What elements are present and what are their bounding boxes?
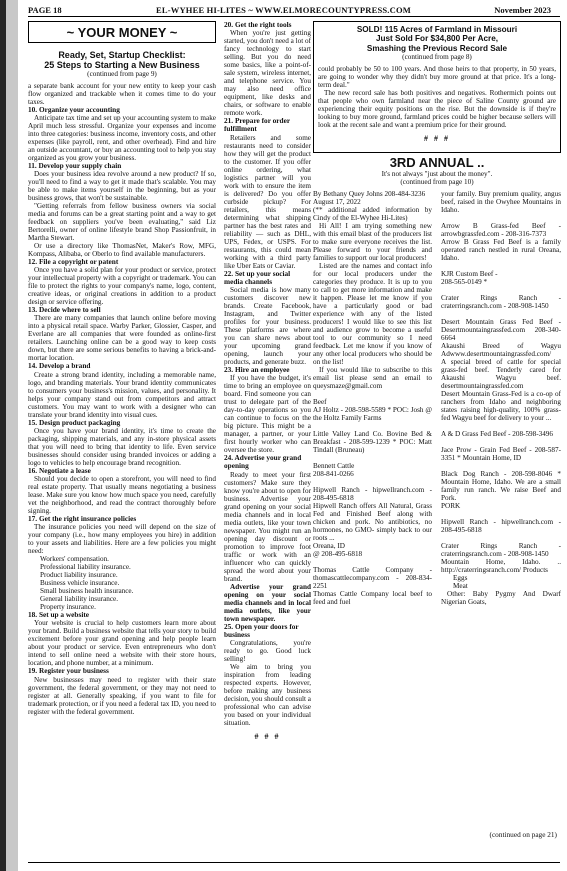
subhead: 23. Hire an employee — [224, 365, 290, 375]
paragraph: Listed are the names and contact info for our local producers under the categories they produce. It is up to you to call to get more information and make it happen. Please let me know if you have a particularly good or bad experience with any of the listed producers! I would like to see this list and audience grow to become a useful tool to our community so I need feedback. Let me know if you know of any other local producers who should be on the list! — [313, 261, 432, 366]
subhead: 22. Set up your social media channels — [224, 268, 291, 286]
subhead: 21. Prepare for order fulfillment — [224, 116, 290, 134]
producer-entry: A special breed of cattle for special grass-fed beef. Tenderly cared for Akaushi Wagyu beef. desertmountaingrassfed.com — [441, 357, 561, 390]
paragraph: Should you decide to open a storefront, you will need to find real estate property. That usually means negotiating a business lease. Make sure you know how much space you need, carefully vet the neighborhood, and read the contract thoroughly before signing. — [28, 474, 216, 515]
editor-note: (** additional added information by Cindy of the El-Wyhee Hi-Lites) — [313, 205, 432, 222]
paragraph: The insurance policies you need will depend on the size of your company (i.e., how many employees you hire) in addition to your assets and liabilities. Here are a few policies you might need: — [28, 523, 216, 556]
paragraph: There are many companies that launch online before moving into a physical retail space. Warby Parker, Glossier, Casper, and Everlane are all companies that were founded as online-first retailers. Launching online can be a good way to keep costs down, but there are some serious benefits to having a brick-and-mortar location. — [28, 314, 216, 363]
box-title-line-1: SOLD! 115 Acres of Farmland in Missouri — [356, 25, 518, 34]
paragraph: We aim to bring you inspiration from leading respected experts. However, before making any business decision, you should consult a professional who can advise you based on your individual situation. — [224, 663, 311, 728]
producer-entry: Oreana, ID @ 208-495-6818 — [313, 541, 363, 558]
producer-entry: Thomas Cattle Company local beef to feed and fuel — [313, 589, 432, 606]
producer-entry: Mountain Home, Idaho. .. http://craterringsranch.com/ Products — [441, 557, 561, 574]
producers-col-a — [313, 190, 432, 841]
column-2 — [224, 21, 311, 841]
paragraph: If you would like to subscribe to this email list please send an email to queysmaze@gmail.com — [313, 365, 432, 390]
paragraph: Create a strong brand identity, including a memorable name, logo, and branding materials. Your brand identity communicates to consumers your business's mission, values, and personality. It helps your company stand out from competitors and attract customers. You may want to work with a designer who can translate your brand identity into visual cues. — [28, 370, 216, 419]
producer-entry: Hipwell Ranch - hipwellranch.com - 208-495-6818 — [441, 517, 561, 534]
subhead: 19. Register your business — [28, 666, 109, 676]
paragraph: Retailers and some restaurants need to consider how they will get the product to the customer. If you offer online ordering, what logistics partner will you work with to ensure the item is delivered? Do you offer curbside pickup? For retailers, this means determining what shipping partner has the best rates and reliability — such as DHL, UPS, Fedex, or USPS. For restaurants, this could mean working with a third party like Uber Eats or Caviar. — [224, 133, 311, 270]
producers-col-b — [441, 190, 561, 841]
producer-entry: Desert Mountain Grass Fed Beef - Desertmountaingrassfed.com 208-340-6664 — [441, 317, 561, 342]
producer-entry: KJR Custom Beef - 208-565-0149 * — [441, 269, 498, 286]
producer-entry: Hipwell Ranch - hipwellranch.com - 208-495-6818 — [313, 485, 432, 502]
paragraph: If you have the budget, it's time to bring an employee on board. Find someone you can trust to delegate part of the day-to-day operations so you can continue to focus on the big picture. This might be a manager, a partner, or your first hourly worker who can oversee the store. — [224, 374, 311, 455]
paragraph: The new record sale has both positives and negatives. Rothermich points out that people who own farmland near the piece of Saline County ground are experiencing their equity positions on the rise. But the downside is if they're looking to buy more ground, farmland prices could be higher because sellers will look at the recent sale and want a premium price for their ground. — [318, 88, 556, 129]
paragraph: Social media is how many customers discover new brands. Create Facebook, Instagram, and Twitter profiles for your business. These platforms are where you can share news about your upcoming grand opening, launch your products, and generate buzz. — [224, 286, 311, 367]
subhead: 14. Develop a brand — [28, 361, 91, 371]
subhead: 15. Design product packaging — [28, 417, 121, 427]
producer-entry: AJ Holtz - 208-598-5589 * POC: Josh @ the Holtz Family Farms — [313, 405, 432, 422]
paragraph: Anticipate tax time and set up your accounting system to make April much less stressful. Organize your expenses and income into three categories: business income, inventory costs, and other expenses (like payroll, rent, and other overhead). Find and hire an outside accountant, or buy an accounting tool to help you stay organized as you grow your business. — [28, 113, 216, 162]
list-item: General liability insurance. — [40, 595, 119, 604]
box-continued-from: (continued from page 8) — [402, 53, 472, 62]
continued-from: (continued from page 9) — [87, 70, 157, 78]
subhead: 16. Negotiate a lease — [28, 465, 91, 475]
article-title: 3RD ANNUAL .. — [389, 154, 485, 170]
paragraph: Hi All! I am trying something new with this email blast of the producers list to make sure everyone receives the list. Please forward to your friends and families to support our local producers! — [313, 221, 432, 262]
producer-entry: Desert Mountain Grass-Fed is a co-op of ranchers from Idaho and neighboring states raising high-quality, 100% grass-fed Wagyu beef for delivery to your ... — [441, 389, 561, 422]
subhead: 17. Get the right insurance policies — [28, 513, 137, 523]
subhead: 12. File a copyright or patent — [28, 256, 119, 266]
continued-from: (continued from page 10) — [400, 178, 474, 187]
producer-entry: Crater Rings Ranch - craterringsranch.com - 208-908-1450 — [441, 293, 561, 310]
producer-entry: Thomas Cattle Company - thomascattlecompany.com - 208-834-2251 — [313, 565, 432, 590]
issue-date: November 2023 — [494, 5, 551, 15]
article-title-line-2: 25 Steps to Starting a New Business — [44, 60, 200, 70]
list-item: Property insurance. — [40, 603, 96, 612]
list-item: Small business health insurance. — [40, 587, 134, 596]
article-subtitle: It's not always "just about the money". — [381, 169, 493, 178]
producer-entry: Other: Baby Pygmy And Dwarf Nigerian Goats, — [441, 589, 561, 606]
footer-rule — [28, 862, 560, 863]
producer-entry: Arrow B Grass-fed Beef - arrowbgrassfed.com - 208-316-7373 — [441, 221, 561, 238]
producer-entry: Black Dog Ranch - 208-598-8046 * Mountain Home, Idaho. We are a small family run ranch. We raise Beef and Pork. — [441, 469, 561, 502]
page-edge-margin — [6, 0, 18, 871]
producer-entry: your family. Buy premium quality, angus beef, raised in the Owyhee Mountains in Idaho. — [441, 189, 561, 214]
byline: By Bethany Quey Johns 208-484-3236 — [313, 189, 426, 198]
list-item: Eggs — [453, 573, 468, 582]
products-list — [453, 574, 561, 590]
box-title-line-3: Smashing the Previous Record Sale — [366, 43, 508, 53]
paragraph: "Getting referrals from fellow business owners via social media and forums can be a great starting point and a way to get feedback on suppliers you've been evaluating," said Liz Bertorelli, owner of online lifestyle brand Shop Passionfruit, in Martha Stewart. — [28, 201, 216, 242]
publication-name[interactable]: EL-WYHEE HI-LITES ~ WWW.ELMORECOUNTYPRESS.COM — [155, 5, 411, 15]
list-item: Workers' compensation. — [40, 555, 109, 564]
list-item: Product liability insurance. — [40, 571, 118, 580]
category-heading: Beef — [313, 397, 327, 406]
producer-entry: Jace Prow - Grain Fed Beef - 208-587-3351 * Mountain Home, ID — [441, 445, 561, 462]
paragraph-bold: Advertise your grand opening on your social media channels and in local media outlets, like your town newspaper. — [224, 582, 311, 623]
header-rule — [28, 16, 560, 17]
paragraph: Or use a directory like ThomasNet, Maker's Row, MFG, Kompass, Alibaba, or Oberlo to find available manufacturers. — [28, 241, 216, 258]
paragraph: Your website is crucial to help customers learn more about your brand. Build a business website that tells your story to build excitement before your grand opening and help people learn about your product or service. Even entrepreneurs who don't intend to sell online need a website with their store hours, location, and phone number, at a minimum. — [28, 619, 216, 668]
paragraph: Congratulations, you're ready to go. Good luck selling! — [224, 639, 311, 664]
paragraph: New businesses may need to register with their state government, the federal government, or they may not need to register at all. Generally speaking, if you want to file for trademark protection, or if you need a federal tax ID, you need to register with the federal government. — [28, 675, 216, 716]
box-title-line-2: Just Sold For $34,800 Per Acre, — [375, 34, 499, 44]
paragraph: Ready to meet your first customers? Make sure they know you're about to open for business. Advertise your grand opening on your social media channels and in local media outlets, like your town newspaper. You might run an opening day discount or promotion to improve foot traffic or work with an influencer who can quickly spread the word about your brand. — [224, 470, 311, 583]
end-mark: # # # — [254, 732, 281, 742]
producer-entry: Crater Rings Ranch - craterringsranch.com - 208-908-1450 — [441, 541, 561, 558]
subhead: 20. Get the right tools — [224, 21, 292, 29]
category-heading: PORK — [441, 501, 461, 510]
column-1 — [28, 21, 216, 841]
subhead: 24. Advertise your grand opening — [224, 453, 302, 471]
list-item: Business vehicle insurance. — [40, 579, 120, 588]
producer-entry: Bennett Cattle 208-841-0266 — [313, 461, 355, 478]
article-title-line-1: Ready, Set, Startup Checklist: — [58, 50, 186, 60]
list-item: Meat — [453, 581, 468, 590]
producer-entry: Hipwell Ranch offers All Natural, Grass Fed and Finished Beef along with chicken and pork. No antibiotics, no hormones, no GMO- simply back to our roots ... — [313, 501, 432, 542]
paragraph: a separate bank account for your new entity to keep your cash flow organized and trackable when it comes time to do your taxes. — [28, 81, 216, 106]
continued-on: (continued on page 21) — [489, 830, 557, 839]
page-header — [6, 3, 561, 17]
subhead: 25. Open your doors for business — [224, 621, 299, 639]
farmland-article-box — [313, 21, 561, 153]
producer-entry: Arrow B Grass Fed Beef is a family operated ranch nestled in rural Oreana, Idaho. — [441, 237, 561, 262]
producers-body — [313, 190, 561, 810]
paragraph: When you're just getting started, you don't need a lot of fancy technology to start selling. But you do need some basics, like a point-of-sale system, wireless internet, and telephone service. You may also need office equipment, like desks and chairs, or software to enable remote work. — [224, 29, 311, 118]
page-number: PAGE 18 — [28, 5, 62, 15]
paragraph: Once you have a solid plan for your product or service, protect your intellectual property with a copyright or trademark. You can file to protect the rights to your company's name, logo, content, creative ideas, or original creations in addition to a product design or service offering. — [28, 266, 216, 307]
paragraph: Once you have your brand identity, it's time to create the packaging, shipping materials, and any in-store physical assets that you will need to bring that identity to life. Even service businesses should consider using branded invoices or adding a logo to vehicles to help encourage brand recognition. — [28, 426, 216, 467]
list-item: Professional liability insurance. — [40, 563, 131, 572]
column-3 — [313, 21, 561, 841]
date: August 17, 2022 — [313, 197, 361, 206]
paragraph: Does your business idea revolve around a new product? If so, you'll need to find a way to get it made that's scalable. You may be able to make items yourself in the beginning, but as your business grows, that won't be sustainable. — [28, 169, 216, 202]
section-title: ~ YOUR MONEY ~ — [28, 21, 216, 43]
end-mark: # # # — [424, 133, 450, 143]
insurance-list — [40, 555, 216, 611]
subhead: 10. Organize your accounting — [28, 104, 120, 114]
producer-entry: Akaushi Breed of Wagyu Adwww.desertmountaingrassfed.com/ — [441, 341, 561, 358]
producer-entry: A & D Grass Fed Beef - 208-598-3496 — [441, 429, 553, 438]
paragraph: could probably be 50 to 100 years. And those heirs to that property, in 50 years, are going to wonder why they didn't buy more ground at that price. It's a long-term deal." — [318, 64, 556, 89]
subhead: 13. Decide where to sell — [28, 305, 101, 315]
subhead: 18. Set up a website — [28, 610, 90, 620]
subhead: 11. Develop your supply chain — [28, 160, 122, 170]
producer-entry: Little Valley Land Co. Bovine Bed & Breakfast - 208-599-1239 * POC: Matt Tindall (Bruneau) — [313, 429, 432, 454]
